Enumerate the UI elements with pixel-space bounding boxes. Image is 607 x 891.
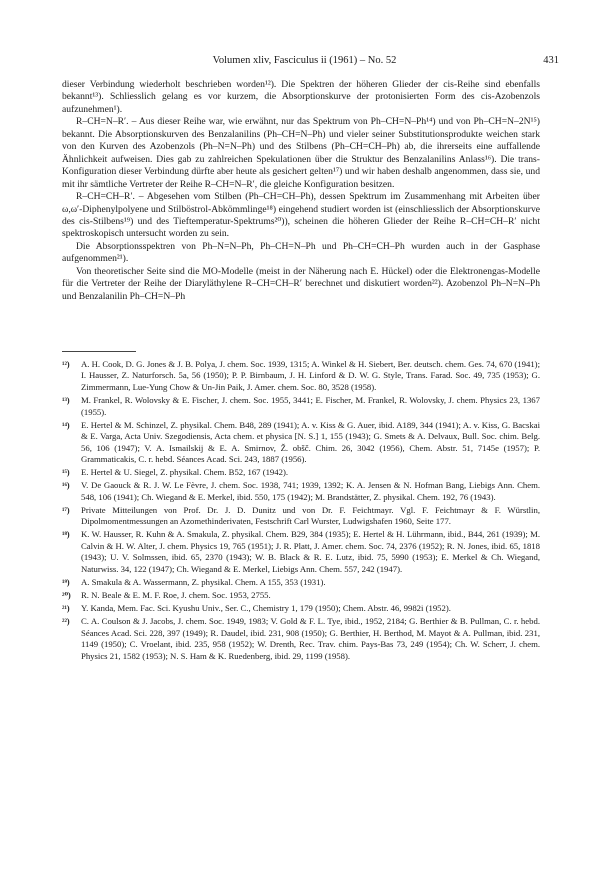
footnote-text: E. Hertel & U. Siegel, Z. physikal. Chem. B52, 167 (1942).	[81, 467, 289, 478]
footnote-number: ¹³)	[62, 396, 70, 406]
paragraph-theory: Von theoretischer Seite sind die MO-Modelle (meist in der Näherung nach E. Hückel) oder die Elektronengas-Modelle für die Vertreter der Reihe der Diaryläthylene R–CH=CH–R′ berechnet und diskutiert worden²²). Azobenzol Ph–N=N–Ph und Benzalanilin Ph–CH=N–Ph	[62, 265, 540, 302]
footnote-number: ²¹)	[62, 604, 70, 614]
running-title: Volumen xliv, Fasciculus ii (1961) – No. 52	[212, 55, 397, 66]
footnote-text: A. H. Cook, D. G. Jones & J. B. Polya, J. chem. Soc. 1939, 1315; A. Winkel & H. Siebert, Ber. deutsch. chem. Ges. 74, 670 (1941); I. Hausser, Z. Naturforsch. 5a, 56 (1950); P. P. Birnbaum, J. H. Linford & D. W. G. Style, Trans. Farad. Soc. 49, 735 (1953); G. Zimmermann, Lue-Yung Chow & Un-Jin Paik, J. Amer. chem. Soc. 80, 3528 (1958).	[81, 359, 540, 392]
footnote-number: ¹⁷)	[62, 505, 70, 515]
footnote	[62, 529, 540, 575]
footnote-text: Private Mitteilungen von Prof. Dr. J. D. Dunitz und von Dr. F. Feichtmayr. Vgl. F. Feichtmayr & F. Würstlin, Dipolmomentmessungen an Azomethinderivaten, Festschrift Carl Wurster, Ludwigshafen 1960, Seite 177.	[81, 504, 540, 527]
footnote-text: M. Frankel, R. Wolovsky & E. Fischer, J. chem. Soc. 1955, 3441; E. Fischer, M. Frankel, R. Wolovsky, J. chem. Physics 23, 1367 (1955).	[81, 395, 540, 417]
footnote-text: V. De Gaouck & R. J. W. Le Fèvre, J. chem. Soc. 1938, 741; 1939, 1392; K. A. Jensen & N. Hofman Bang, Liebigs Ann. Chem. 548, 106 (1941); Ch. Wiegand & E. Merkel, ibid. 550, 175 (1942); M. Brandstätter, Z. physikal. Chem. 192, 76 (1943).	[81, 480, 540, 502]
footnote-number: ¹⁴)	[62, 420, 70, 430]
footnote	[62, 467, 540, 478]
footnote-text: C. A. Coulson & J. Jacobs, J. chem. Soc. 1949, 1983; V. Gold & F. L. Tye, ibid., 1952, 2184; G. Berthier & B. Pullman, C. r. hebd. Séances Acad. Sci. 228, 397 (1949); R. Daudel, ibid. 231, 908 (1950); G. Berthier, H. Berthod, M. Mayot & A. Pullman, ibid. 231, 1149 (1950); C. Vroelant, ibid. 235, 958 (1952); W. Drenth, Rec. Trav. chim. Pays-Bas 73, 249 (1954); Ch. W. Scherr, J. chem. Physics 21, 1582 (1953); N. S. Ham & K. Ruedenberg, ibid. 29, 1199 (1958).	[81, 616, 540, 661]
paragraph-gas-phase: Die Absorptionsspektren von Ph–N=N–Ph, Ph–CH=N–Ph und Ph–CH=CH–Ph wurden auch in der Gasphase aufgenommen²¹).	[62, 240, 540, 265]
footnote	[62, 480, 540, 503]
footnote	[62, 505, 540, 528]
page-number: 431	[543, 55, 559, 66]
paragraph-cis-spectra: dieser Verbindung wiederholt beschrieben worden¹²). Die Spektren der höheren Glieder der cis-Reihe sind ebenfalls bekannt¹³). Schliesslich gelang es vor kurzem, die Absorptionskurve der protonisierten Form des cis-Azobenzols aufzunehmen¹).	[62, 79, 540, 115]
footnote-text: K. W. Hausser, R. Kuhn & A. Smakula, Z. physikal. Chem. B29, 384 (1935); E. Hertel & H. Lührmann, ibid., B44, 261 (1939); M. Calvin & H. W. Alter, J. chem. Physics 19, 765 (1951); J. R. Platt, J. Amer. chem. Soc. 74, 2376 (1952); R. N. Jones, ibid. 65, 1818 (1943); U. V. Solmssen, ibid. 65, 2370 (1943); W. B. Black & R. E. Lutz, ibid. 75, 5990 (1953); E. Merkel & Ch. Wiegand, Naturwiss. 34, 122 (1947); Ch. Wiegand & E. Merkel, Liebigs Ann. Chem. 557, 242 (1947).	[81, 529, 540, 574]
footnote	[62, 359, 540, 393]
footnote-number: ¹²)	[62, 360, 70, 369]
footnote-number: ²²)	[62, 617, 70, 627]
footnote-number: ¹⁸)	[62, 530, 70, 540]
footnote	[62, 395, 540, 418]
footnote-text: A. Smakula & A. Wassermann, Z. physikal. Chem. A 155, 353 (1931).	[81, 576, 326, 587]
footnote	[62, 420, 540, 466]
footnote-number: ¹⁵)	[62, 468, 70, 478]
footnote-text: E. Hertel & M. Schinzel, Z. physikal. Chem. B48, 289 (1941); A. v. Kiss & G. Auer, ibid. A189, 344 (1941); A. v. Kiss, G. Bacskai & E. Varga, Acta Univ. Szegodiensis, Acta chem. et physica [N. S.] 1, 155 (1943); G. Smets & A. Delvaux, Bull. Soc. chim. Belg. 56, 106 (1947); V. A. Ismailskij & E. A. Smirnov, Ž. obšč. Chim. 26, 3042 (1956), Chem. Abstr. 51, 7145e (1957); P. Grammaticakis, C. r. hebd. Séances Acad. Sci. 243, 1887 (1956).	[81, 419, 540, 464]
footnote-number: ¹⁶)	[62, 481, 70, 491]
footnote	[62, 603, 540, 614]
footnote	[62, 577, 540, 588]
footnotes	[62, 359, 540, 664]
footnote-separator	[62, 351, 136, 352]
footnote-number: ²⁰)	[62, 591, 71, 601]
running-header	[50, 55, 559, 69]
footnote-text: Y. Kanda, Mem. Fac. Sci. Kyushu Univ., Ser. C., Chemistry 1, 179 (1950); Chem. Abstr. 46, 9982i (1952).	[81, 603, 451, 614]
paragraph-benzalanilin-series: R–CH=N–R′. – Aus dieser Reihe war, wie erwähnt, nur das Spektrum von Ph–CH=N–Ph¹⁴) und von Ph–CH=N–2N¹⁵) bekannt. Die Absorptionskurven des Benzalanilins (Ph–CH=N–Ph) und vieler seiner Substitutionsprodukte weichen stark von den Kurven des Azobenzols (Ph–N=N–Ph) und des Stilbens (Ph–CH=CH–Ph) ab, die ihrerseits eine auffallende Ähnlichkeit aufweisen. Dies gab zu zahlreichen Spekulationen über die Struktur des Benzalanilins Anlass¹⁶). Die trans-Konfiguration dieser Verbindung dürfte aber heute als gesichert gelten¹⁷) und wir haben deshalb angenommen, dass sie, und mit ihr sämtliche Vertreter der Reihe R–CH=N–R′, die gleiche Konfiguration besitzen.	[62, 116, 540, 190]
main-text	[62, 79, 540, 303]
footnote-text: R. N. Beale & E. M. F. Roe, J. chem. Soc. 1953, 2755.	[81, 590, 271, 601]
footnote	[62, 590, 540, 601]
paragraph-stilben-series: R–CH=CH–R′. – Abgesehen vom Stilben (Ph–CH=CH–Ph), dessen Spektrum im Zusammenhang mit Arbeiten über ω,ω′-Diphenylpolyene und Stilböstrol-Abkömmlinge¹⁸) eingehend studiert worden ist (einschliesslich der Absorptionskurve des cis-Stilbens¹⁹) und des Tieftemperatur-Spektrums²⁰)), scheinen die höheren Glieder der Reihe R–CH=CH–R′ nicht spektroskopisch untersucht worden zu sein.	[62, 191, 540, 240]
footnote	[62, 616, 540, 662]
footnote-number: ¹⁹)	[62, 577, 70, 587]
